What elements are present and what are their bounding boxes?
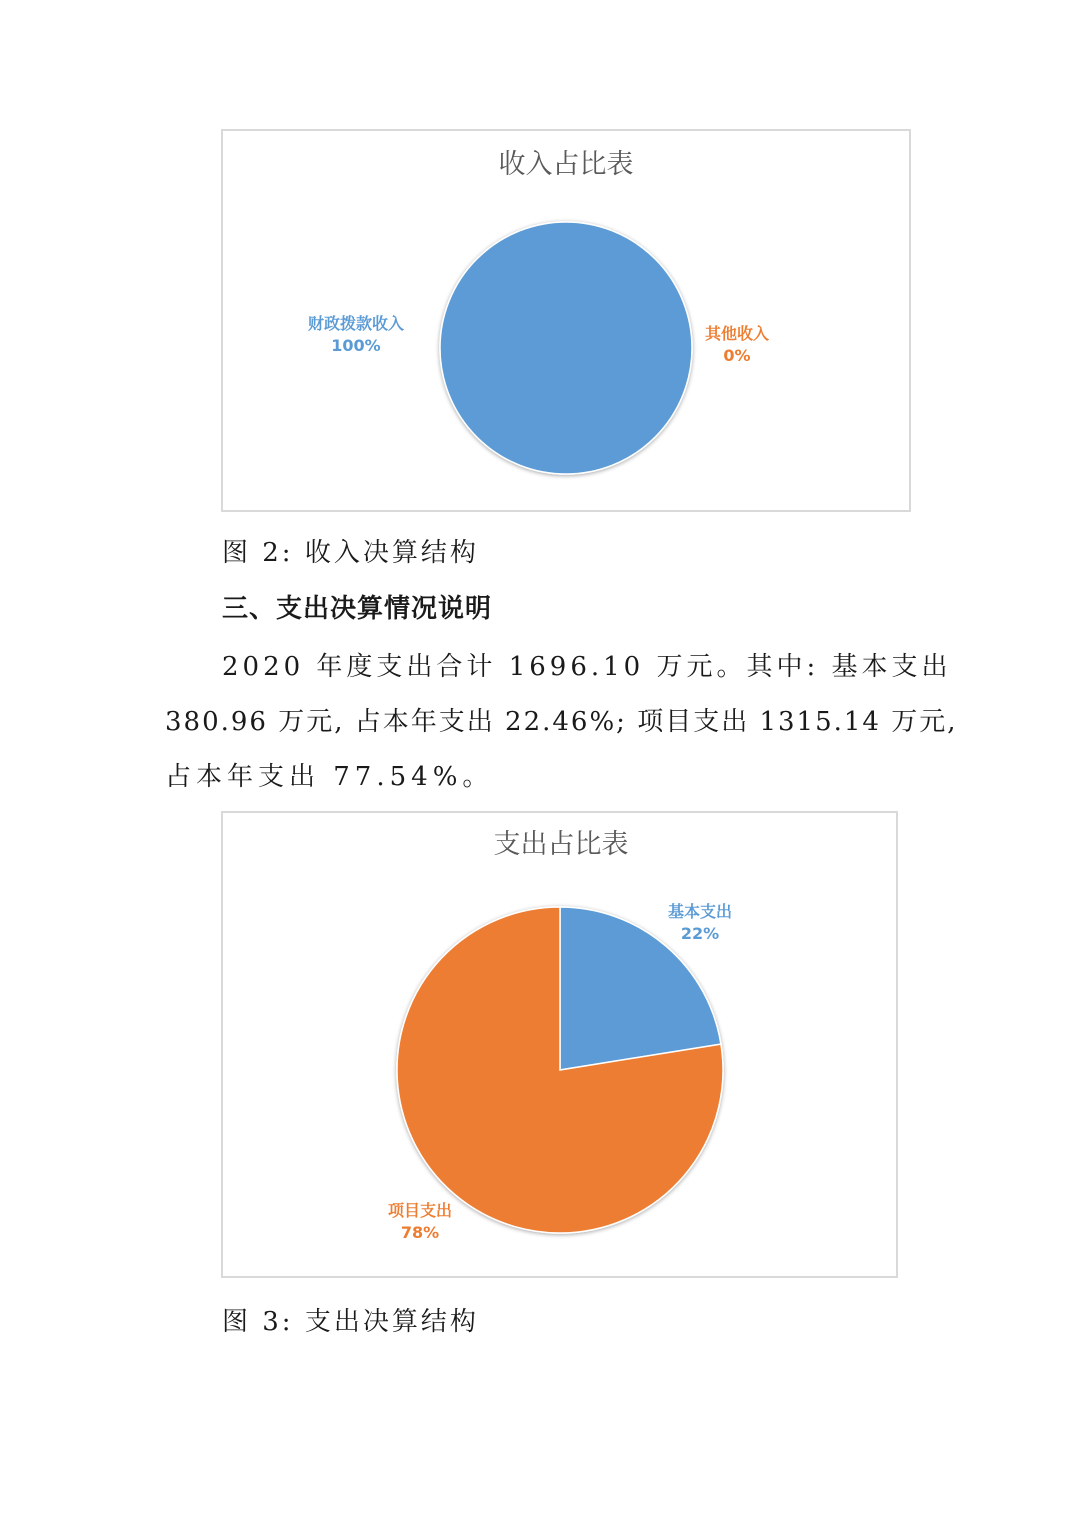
figure-2-caption: 图 2: 收入决算结构 — [222, 538, 479, 568]
paragraph-line-1: 2020 年度支出合计 1696.10 万元。其中: 基本支出 — [222, 652, 952, 682]
figure-3-caption: 图 3: 支出决算结构 — [222, 1307, 479, 1337]
expense-label-basic-name: 基本支出 — [667, 902, 733, 921]
income-label-fiscal-value: 100% — [331, 336, 381, 355]
expense-chart-title: 支出占比表 — [493, 829, 629, 860]
income-pie-chart — [221, 129, 911, 512]
expense-label-basic-value: 22% — [680, 924, 720, 943]
income-pie-slice-0 — [440, 222, 692, 474]
expense-pie-svg — [223, 813, 896, 1276]
income-label-other-value: 0% — [723, 346, 751, 365]
income-pie-svg — [223, 131, 909, 510]
paragraph-line-3: 占本年支出 77.54%。 — [165, 762, 494, 792]
expense-label-project-value: 78% — [400, 1223, 440, 1242]
income-label-other-name: 其他收入 — [704, 324, 770, 343]
section-heading: 三、支出决算情况说明 — [222, 594, 493, 624]
income-chart-title: 收入占比表 — [498, 149, 634, 180]
income-label-fiscal-name: 财政拨款收入 — [307, 314, 405, 333]
paragraph-line-2: 380.96 万元, 占本年支出 22.46%; 项目支出 1315.14 万元, — [165, 707, 958, 737]
expense-pie-chart — [221, 811, 898, 1278]
expense-label-project-name: 项目支出 — [387, 1201, 453, 1220]
